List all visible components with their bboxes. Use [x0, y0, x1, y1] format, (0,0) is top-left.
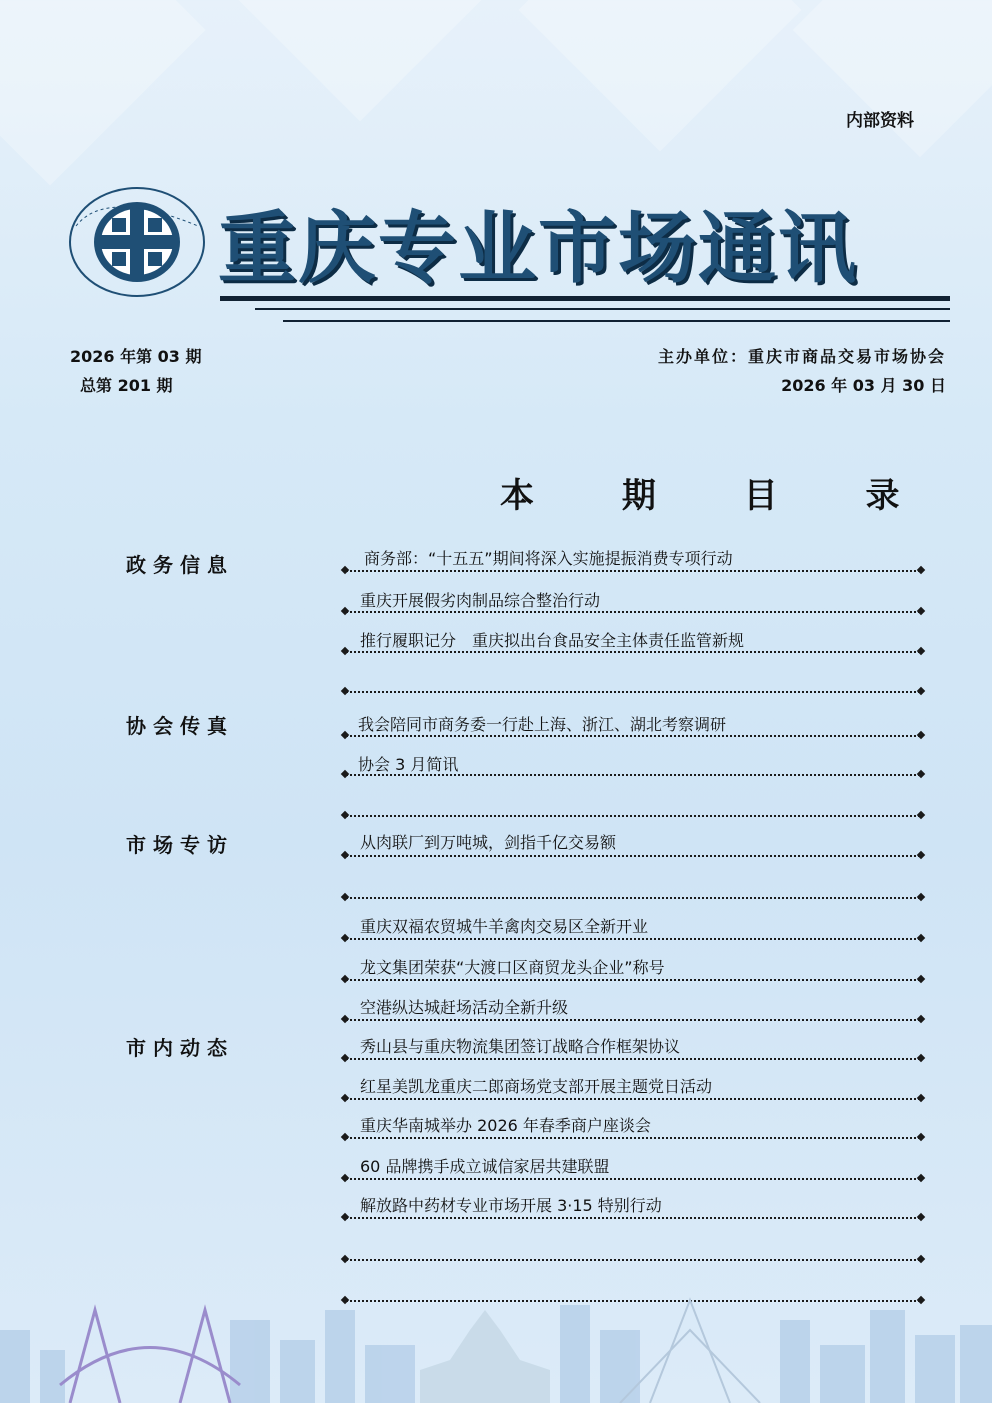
dotted-leader: [346, 1058, 920, 1060]
dotted-leader: [346, 897, 920, 899]
issue-info: [70, 342, 202, 400]
dotted-leader: [346, 774, 920, 776]
dotted-leader: [346, 1098, 920, 1100]
issue-number: 2026 年第 03 期: [70, 347, 202, 366]
dotted-leader: [346, 855, 920, 857]
toc-entry[interactable]: 我会陪同市商务委一行赴上海、浙江、湖北考察调研: [358, 715, 727, 734]
total-issue-number: 总第 201 期: [80, 376, 173, 395]
toc-entry[interactable]: 重庆华南城举办 2026 年春季商户座谈会: [360, 1116, 651, 1135]
toc-entry[interactable]: 重庆开展假劣肉制品综合整治行动: [360, 591, 601, 610]
dotted-leader: [346, 1259, 920, 1261]
sponsor: 主办单位：重庆市商品交易市场协会: [657, 347, 946, 366]
publication-title: 重庆专业市场通讯: [218, 203, 859, 294]
dotted-leader: [346, 735, 920, 737]
title-rule-thin: [255, 308, 950, 310]
background-diamond: [793, 0, 992, 157]
association-logo: [66, 186, 208, 298]
toc-entry[interactable]: 龙文集团荣获“大渡口区商贸龙头企业”称号: [360, 958, 665, 977]
background-diamond: [219, 0, 502, 121]
dotted-leader: [346, 570, 920, 572]
toc-entry[interactable]: 推行履职记分 重庆拟出台食品安全主体责任监管新规: [360, 631, 745, 650]
section-label: 政务信息: [126, 553, 234, 577]
toc-title: 本 期 目 录: [500, 476, 938, 516]
dotted-leader: [346, 1178, 920, 1180]
dotted-leader: [346, 938, 920, 940]
dotted-leader: [346, 651, 920, 653]
toc-entry[interactable]: 重庆双福农贸城牛羊禽肉交易区全新开业: [360, 917, 649, 936]
title-rule-thick: [220, 296, 950, 301]
background-diamond: [519, 0, 802, 151]
toc-entry[interactable]: 商务部：“十五五”期间将深入实施提振消费专项行动: [364, 549, 733, 568]
dotted-leader: [346, 1019, 920, 1021]
section-label: 市内动态: [126, 1036, 234, 1060]
toc-entry[interactable]: 秀山县与重庆物流集团签订战略合作框架协议: [360, 1037, 681, 1056]
sponsor-info: [658, 342, 946, 400]
dotted-leader: [346, 979, 920, 981]
dotted-leader: [346, 1137, 920, 1139]
title-rule-thin: [283, 320, 950, 322]
section-label: 协会传真: [126, 714, 234, 738]
section-label: 市场专访: [126, 833, 234, 857]
toc-entry[interactable]: 解放路中药材专业市场开展 3·15 特别行动: [360, 1196, 662, 1215]
toc-entry[interactable]: 60 品牌携手成立诚信家居共建联盟: [360, 1157, 610, 1176]
dotted-leader: [346, 815, 920, 817]
dotted-leader: [346, 1217, 920, 1219]
city-skyline-illustration: [0, 1290, 992, 1403]
dotted-leader: [346, 611, 920, 613]
toc-entry[interactable]: 从肉联厂到万吨城，剑指千亿交易额: [360, 833, 617, 852]
toc-entry[interactable]: 红星美凯龙重庆二郎商场党支部开展主题党日活动: [360, 1077, 713, 1096]
dotted-leader: [346, 691, 920, 693]
internal-label: 内部资料: [846, 111, 914, 131]
background-diamond: [0, 0, 206, 186]
publish-date: 2026 年 03 月 30 日: [781, 376, 946, 395]
toc-entry[interactable]: 空港纵达城赶场活动全新升级: [360, 998, 569, 1017]
toc-entry[interactable]: 协会 3 月简讯: [358, 755, 459, 774]
